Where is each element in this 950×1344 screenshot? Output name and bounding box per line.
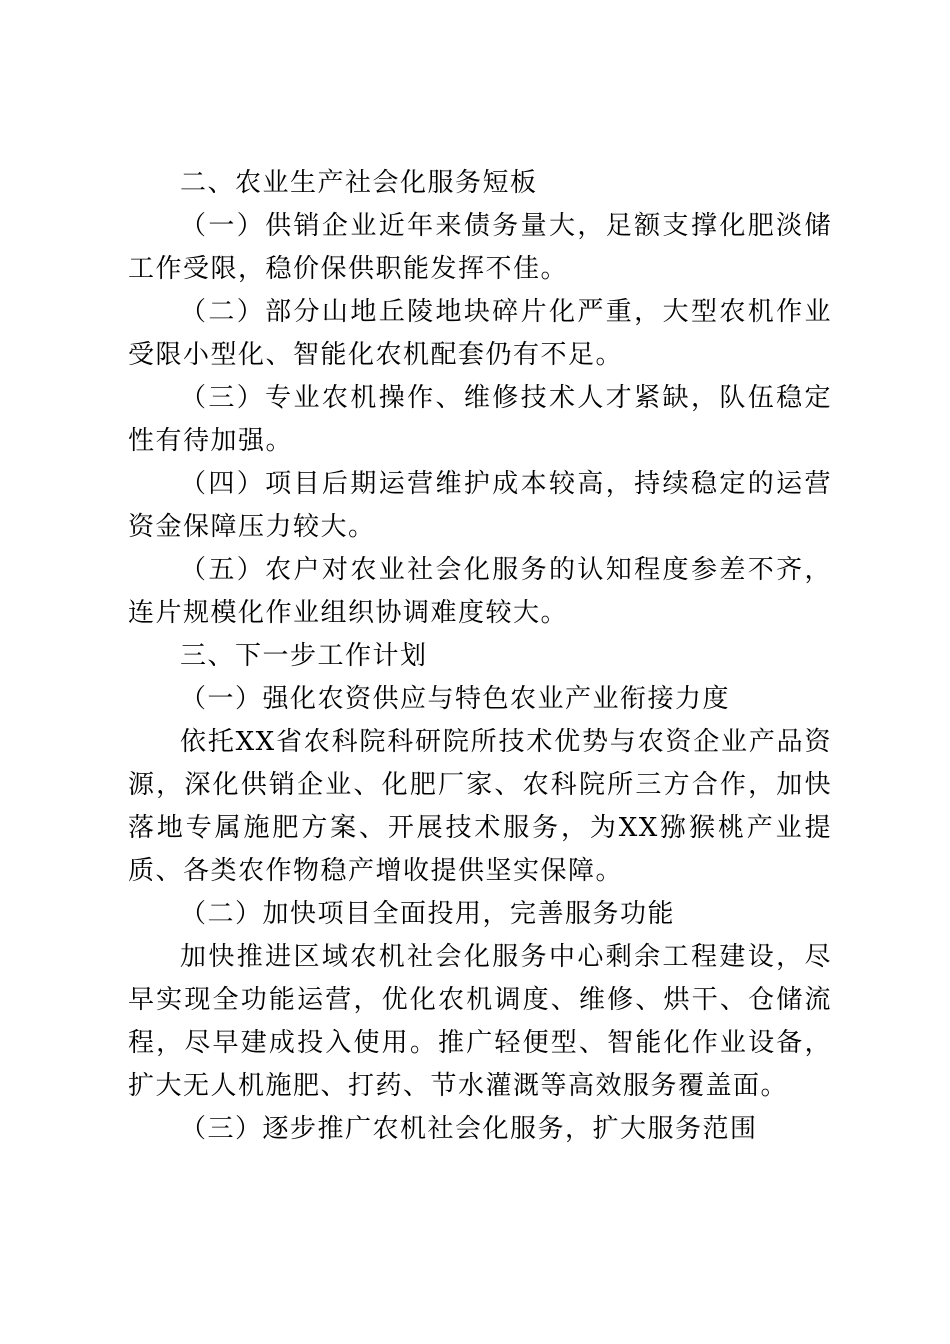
paragraph-shortcoming-1: （一）供销企业近年来债务量大，足额支撑化肥淡储工作受限，稳价保供职能发挥不佳。 [128, 211, 832, 284]
paragraph-shortcoming-4: （四）项目后期运营维护成本较高，持续稳定的运营资金保障压力较大。 [128, 469, 832, 542]
paragraph-shortcoming-2: （二）部分山地丘陵地块碎片化严重，大型农机作业受限小型化、智能化农机配套仍有不足。 [128, 297, 832, 370]
section-heading-shortcomings: 二、农业生产社会化服务短板 [180, 168, 538, 198]
subheading-plan-2: （二）加快项目全面投用，完善服务功能 [180, 899, 676, 929]
paragraph-shortcoming-5: （五）农户对农业社会化服务的认知程度参差不齐，连片规模化作业组织协调难度较大。 [128, 555, 832, 628]
section-heading-next-plan: 三、下一步工作计划 [180, 641, 428, 671]
paragraph-shortcoming-3: （三）专业农机操作、维修技术人才紧缺，队伍稳定性有待加强。 [128, 383, 832, 456]
paragraph-plan-1: 依托XX省农科院科研院所技术优势与农资企业产品资源，深化供销企业、化肥厂家、农科院所三方合作，加快落地专属施肥方案、开展技术服务，为XX猕猴桃产业提质、各类农作物稳产增收提供坚实保障。 [128, 727, 832, 886]
subheading-plan-1: （一）强化农资供应与特色农业产业衔接力度 [180, 684, 731, 714]
paragraph-plan-2: 加快推进区域农机社会化服务中心剩余工程建设，尽早实现全功能运营，优化农机调度、维修、烘干、仓储流程，尽早建成投入使用。推广轻便型、智能化作业设备，扩大无人机施肥、打药、节水灌溉等高效服务覆盖面。 [128, 942, 832, 1101]
subheading-plan-3: （三）逐步推广农机社会化服务，扩大服务范围 [180, 1114, 758, 1144]
document-body [128, 162, 832, 1151]
